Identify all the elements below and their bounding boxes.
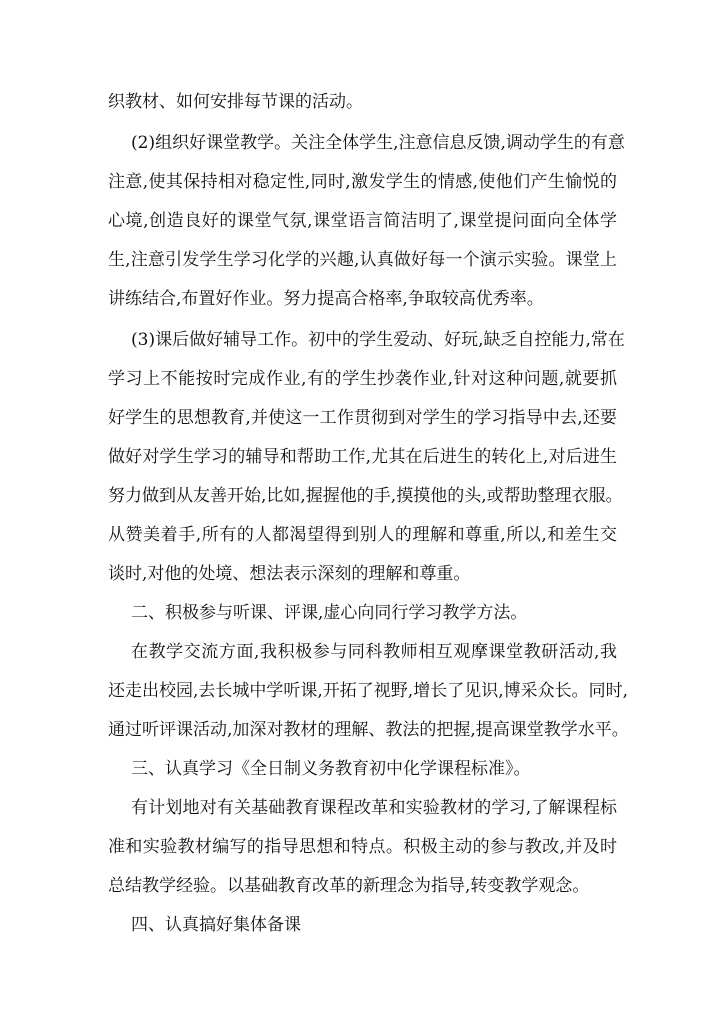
text-line: (3)课后做好辅导工作。初中的学生爱动、好玩,缺乏自控能力,常在: [131, 330, 625, 350]
paragraph-line: [0, 284, 720, 314]
text-line: 努力做到从友善开始,比如,握握他的手,摸摸他的头,或帮助整理衣服。: [108, 486, 623, 506]
text-line: (2)组织好课堂教学。关注全体学生,注意信息反馈,调动学生的有意: [131, 133, 625, 153]
section-heading: [0, 754, 720, 784]
text-line: 谈时,对他的处境、想法表示深刻的理解和尊重。: [108, 564, 471, 584]
section-heading-text: 二、积极参与听课、评课,虚心向同行学习教学方法。: [131, 603, 528, 623]
text-line: 生,注意引发学生学习化学的兴趣,认真做好每一个演示实验。课堂上: [108, 250, 617, 270]
paragraph-line: [0, 520, 720, 550]
text-line: 好学生的思想教育,并使这一工作贯彻到对学生的学习指导中去,还要: [108, 408, 617, 428]
text-line: 有计划地对有关基础教育课程改革和实验教材的学习,了解课程标: [131, 798, 617, 818]
section-heading-text: 三、认真学习《全日制义务教育初中化学课程标准》。: [131, 759, 531, 779]
text-line: 织教材、如何安排每节课的活动。: [108, 92, 363, 112]
text-line: 在教学交流方面,我积极参与同科教师相互观摩课堂教研活动,我: [131, 642, 617, 662]
text-line: 做好对学生学习的辅导和帮助工作,尤其在后进生的转化上,对后进生: [108, 447, 617, 467]
text-line: 心境,创造良好的课堂气氛,课堂语言简洁明了,课堂提问面向全体学: [108, 211, 617, 231]
paragraph-line: [0, 442, 720, 472]
paragraph-line: [0, 832, 720, 862]
text-line: 总结教学经验。以基础教育改革的新理念为指导,转变教学观念。: [108, 876, 590, 896]
paragraph-line: [0, 364, 720, 394]
paragraph-line: [0, 715, 720, 745]
section-heading: [0, 598, 720, 628]
section-heading-text: 四、认真搞好集体备课: [131, 915, 301, 935]
paragraph-line: [0, 871, 720, 901]
paragraph-line: [0, 637, 720, 667]
text-line: 通过听评课活动,加深对教材的理解、教法的把握,提高课堂教学水平。: [108, 720, 629, 740]
paragraph-line: [0, 793, 720, 823]
paragraph-line: [0, 325, 720, 355]
paragraph-line: [0, 128, 720, 158]
text-line: 准和实验教材编写的指导思想和特点。积极主动的参与教改,并及时: [108, 837, 617, 857]
paragraph-line: [0, 245, 720, 275]
paragraph-line: [0, 676, 720, 706]
paragraph-line: [0, 87, 720, 117]
paragraph-line: [0, 167, 720, 197]
text-line: 注意,使其保持相对稳定性,同时,激发学生的情感,使他们产生愉悦的: [108, 172, 617, 192]
paragraph-line: [0, 206, 720, 236]
text-line: 从赞美着手,所有的人都渴望得到别人的理解和尊重,所以,和差生交: [108, 525, 617, 545]
text-line: 学习上不能按时完成作业,有的学生抄袭作业,针对这种问题,就要抓: [108, 369, 617, 389]
paragraph-line: [0, 481, 720, 511]
paragraph-line: [0, 559, 720, 589]
text-line: 还走出校园,去长城中学听课,开拓了视野,增长了见识,博采众长。同时,: [108, 681, 629, 701]
text-line: 讲练结合,布置好作业。努力提高合格率,争取较高优秀率。: [108, 289, 544, 309]
section-heading: [0, 910, 720, 940]
paragraph-line: [0, 403, 720, 433]
